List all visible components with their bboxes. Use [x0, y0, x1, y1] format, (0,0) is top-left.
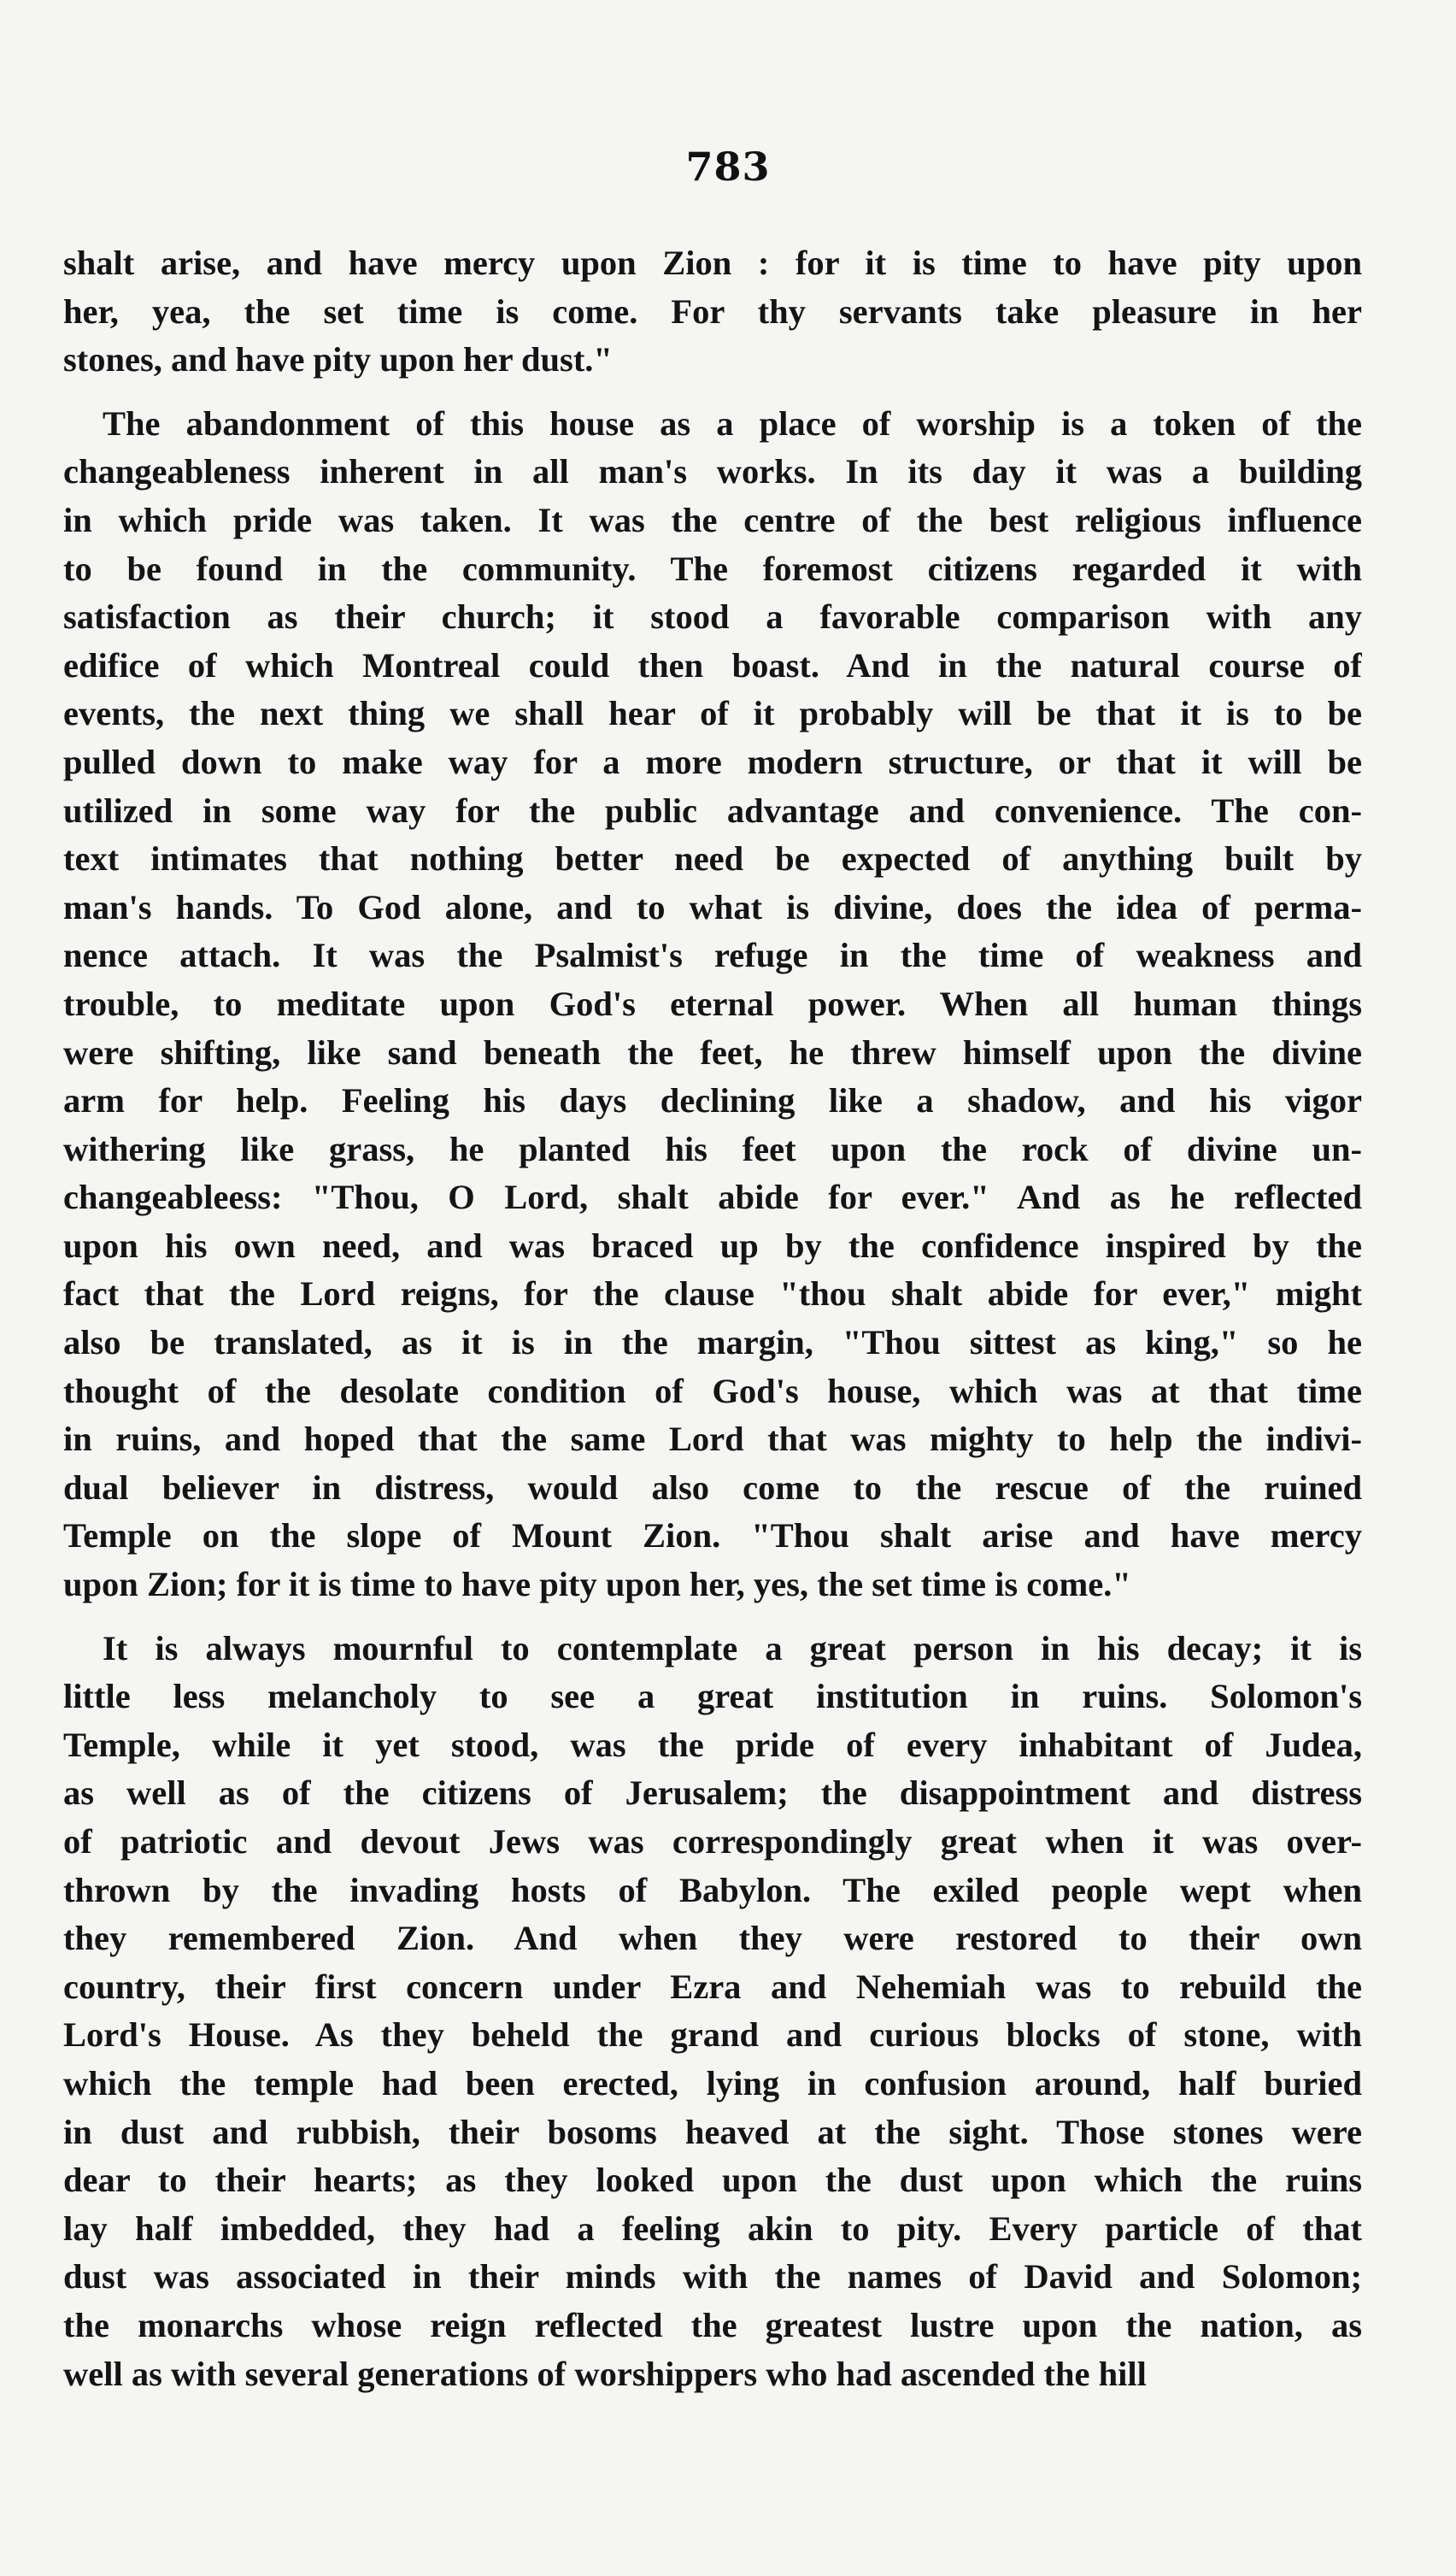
text-line: arm for help. Feeling his days declining like a shadow, and his vigor [63, 1081, 1362, 1120]
paragraph [63, 1625, 1362, 2399]
paragraph-gap [63, 385, 1362, 400]
text-line: Temple, while it yet stood, was the pride of every inhabitant of Judea, [63, 1725, 1362, 1764]
text-line: dust was associated in their minds with the names of David and Solomon; [63, 2257, 1362, 2297]
text-line: Lord's House. As they beheld the grand and curious blocks of stone, with [63, 2015, 1362, 2055]
text-line: Temple on the slope of Mount Zion. "Thou shalt arise and have mercy [63, 1516, 1362, 1556]
text-line: nence attach. It was the Psalmist's refuge in the time of weakness and [63, 936, 1362, 975]
text-line: the monarchs whose reign reflected the greatest lustre upon the nation, as [63, 2305, 1362, 2344]
body-text [63, 239, 1362, 2398]
text-line: in which pride was taken. It was the centre of the best religious influence [63, 500, 1362, 539]
text-line: The abandonment of this house as a place of worship is a token of the [103, 403, 1362, 443]
text-line: which the temple had been erected, lying in confusion around, half buried [63, 2063, 1362, 2103]
text-line: trouble, to meditate upon God's eternal power. When all human things [63, 984, 1362, 1023]
text-line: stones, and have pity upon her dust." [63, 340, 613, 379]
text-line: thought of the desolate condition of God's house, which was at that time [63, 1371, 1362, 1410]
text-line: in dust and rubbish, their bosoms heaved at the sight. Those stones were [63, 2112, 1362, 2151]
text-line: her, yea, the set time is come. For thy servants take pleasure in her [63, 291, 1362, 331]
text-line: lay half imbedded, they had a feeling akin to pity. Every particle of that [63, 2208, 1362, 2248]
text-line: changeableness inherent in all man's works. In its day it was a building [63, 452, 1362, 491]
paragraph [63, 400, 1362, 1609]
text-line: of patriotic and devout Jews was correspondingly great when it was over- [63, 1822, 1362, 1861]
text-line: thrown by the invading hosts of Babylon. The exiled people wept when [63, 1870, 1362, 1909]
text-line: in ruins, and hoped that the same Lord that was mighty to help the indivi- [63, 1420, 1362, 1459]
text-line: they remembered Zion. And when they were restored to their own [63, 1919, 1362, 1958]
text-line: shalt arise, and have mercy upon Zion : for it is time to have pity upon [63, 244, 1362, 282]
paragraph-gap [63, 1609, 1362, 1625]
text-line: to be found in the community. The foremost citizens regarded it with [63, 549, 1362, 588]
text-line: withering like grass, he planted his feet upon the rock of divine un- [63, 1129, 1362, 1168]
text-line: were shifting, like sand beneath the feet, he threw himself upon the divine [63, 1032, 1362, 1072]
text-line: upon his own need, and was braced up by the confidence inspired by the [63, 1226, 1362, 1265]
text-line: also be translated, as it is in the margin, "Thou sittest as king," so he [63, 1323, 1362, 1362]
text-line: little less melancholy to see a great institution in ruins. Solomon's [63, 1677, 1362, 1716]
text-line: satisfaction as their church; it stood a favorable comparison with any [63, 597, 1362, 637]
text-line: man's hands. To God alone, and to what is divine, does the idea of perma- [63, 887, 1362, 926]
text-line: events, the next thing we shall hear of it probably will be that it is to be [63, 694, 1362, 733]
text-line: as well as of the citizens of Jerusalem; the disappointment and distress [63, 1773, 1362, 1813]
text-line: upon Zion; for it is time to have pity upon her, yes, the set time is come." [63, 1565, 1131, 1604]
text-line: pulled down to make way for a more modern structure, or that it will be [63, 742, 1362, 781]
text-line: dual believer in distress, would also come to the rescue of the ruined [63, 1467, 1362, 1507]
page-number: 783 [685, 144, 771, 190]
text-line: fact that the Lord reigns, for the clause "thou shalt abide for ever," might [63, 1274, 1362, 1314]
text-line: country, their first concern under Ezra and Nehemiah was to rebuild the [63, 1967, 1362, 2006]
text-line: utilized in some way for the public advantage and convenience. The con- [63, 791, 1362, 830]
text-line: dear to their hearts; as they looked upon the dust upon which the ruins [63, 2161, 1362, 2200]
text-line: It is always mournful to contemplate a great person in his decay; it is [103, 1628, 1362, 1667]
text-line: edifice of which Montreal could then boast. And in the natural course of [63, 645, 1362, 685]
text-line: text intimates that nothing better need be expected of anything built by [63, 839, 1362, 879]
text-line: well as with several generations of worshippers who had ascended the hill [63, 2354, 1147, 2393]
paragraph [63, 239, 1362, 385]
text-line: changeableess: "Thou, O Lord, shalt abide for ever." And as he reflected [63, 1178, 1362, 1217]
